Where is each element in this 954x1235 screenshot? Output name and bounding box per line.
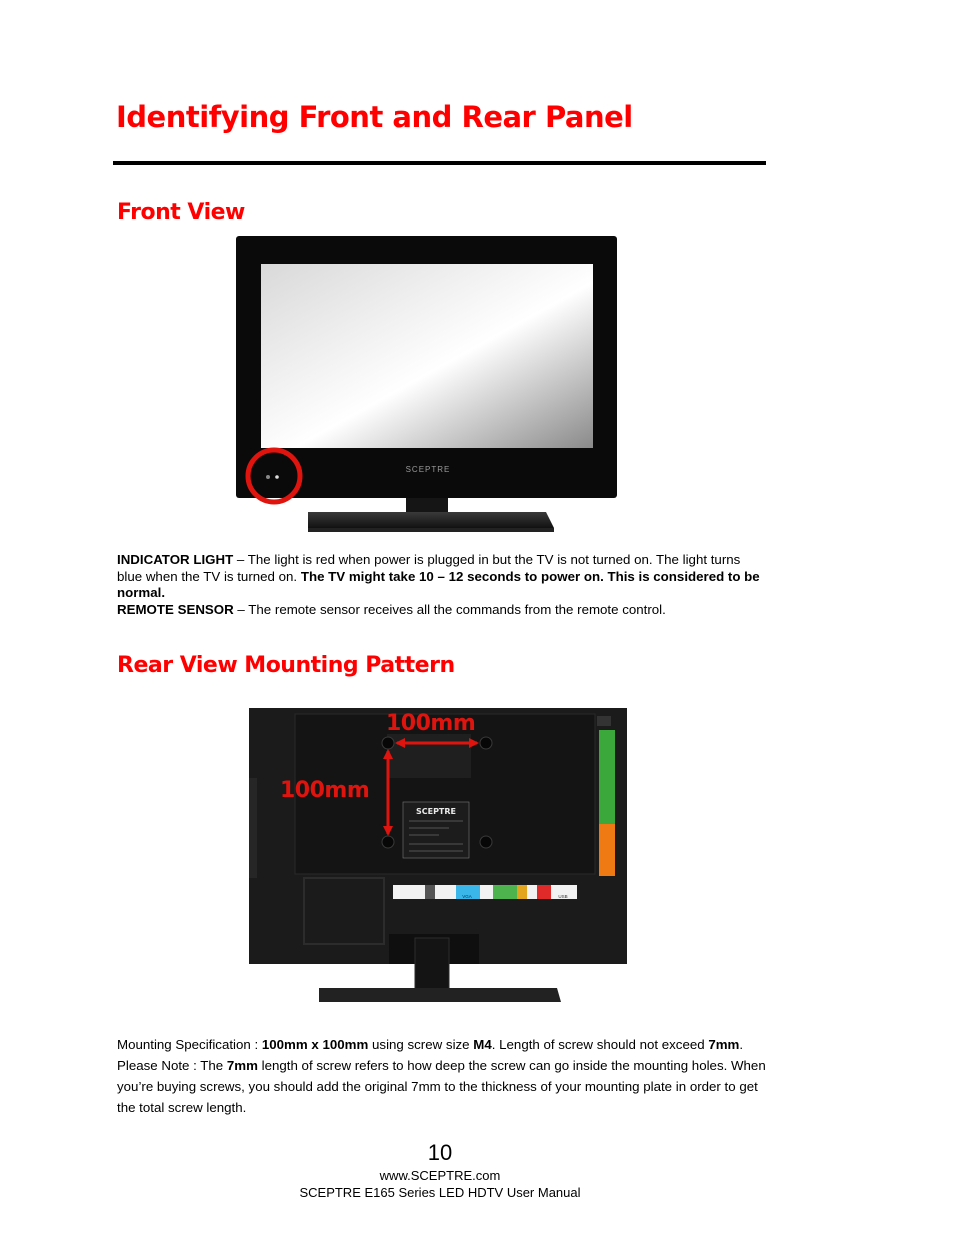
page-title: Identifying Front and Rear Panel	[116, 100, 633, 134]
mounting-hole-top-right	[480, 737, 492, 749]
spec-text-3: . Length of screw should not exceed	[491, 1037, 709, 1052]
horizontal-dimension-label: 100mm	[386, 711, 476, 736]
indicator-label: INDICATOR LIGHT	[117, 552, 234, 567]
indicator-text: – The light is red when power is plugged in but the TV is not turned on. The light turns blue when the TV is turned on.	[117, 552, 741, 584]
mounting-hole-top-left	[382, 737, 394, 749]
mounting-hole-bottom-right	[480, 836, 492, 848]
page-number: 10	[427, 1140, 453, 1165]
spec-text-1: Mounting Specification :	[117, 1037, 262, 1052]
tv-stand-base	[319, 988, 561, 1002]
indicator-bold-note: The TV might take 10 – 12 seconds to power on. This is considered to be normal.	[117, 568, 760, 600]
tv-screen	[261, 264, 593, 448]
vertical-dimension-label: 100mm	[280, 778, 370, 803]
mounting-specification	[117, 1034, 767, 1118]
indicator-description	[117, 552, 767, 602]
spec-text-5: length of screw refers to how deep the screw can go inside the mounting holes. When you’re buying screws, you should add the original 7mm to the thickness of your mounting plate in order to get the total screw length.	[117, 1058, 766, 1115]
footer-manual-title: SCEPTRE E165 Series LED HDTV User Manual	[299, 1185, 581, 1200]
indicator-light	[266, 475, 270, 479]
mounting-hole-bottom-left	[382, 836, 394, 848]
remote-sensor	[275, 475, 279, 479]
spec-text-4: . Please Note : The	[117, 1037, 744, 1073]
spec-screw-size: M4	[473, 1037, 492, 1052]
side-port-strip	[599, 730, 615, 824]
spec-size: 100mm x 100mm	[261, 1037, 369, 1052]
rear-view-tv-image	[249, 708, 629, 1006]
footer-url: www.SCEPTRE.com	[379, 1168, 501, 1183]
spec-screw-length: 7mm	[708, 1037, 740, 1052]
port-label-vga: VGA	[462, 894, 472, 899]
rear-view-heading: Rear View Mounting Pattern	[117, 653, 455, 678]
title-divider	[113, 161, 766, 165]
front-view-heading: Front View	[117, 200, 245, 225]
spec-text-2: using screw size	[368, 1037, 474, 1052]
tv-brand-logo: SCEPTRE	[405, 465, 451, 474]
tv-stand-base	[308, 512, 554, 528]
tv-stand-neck	[415, 938, 449, 994]
rear-brand-logo: SCEPTRE	[415, 807, 457, 816]
port-label-usb: USB	[558, 894, 568, 899]
front-view-tv-image	[236, 236, 618, 536]
spec-screw-length-note: 7mm	[226, 1058, 258, 1073]
remote-text: – The remote sensor receives all the commands from the remote control.	[233, 602, 666, 617]
remote-label: REMOTE SENSOR	[117, 602, 234, 617]
remote-description	[117, 602, 767, 619]
